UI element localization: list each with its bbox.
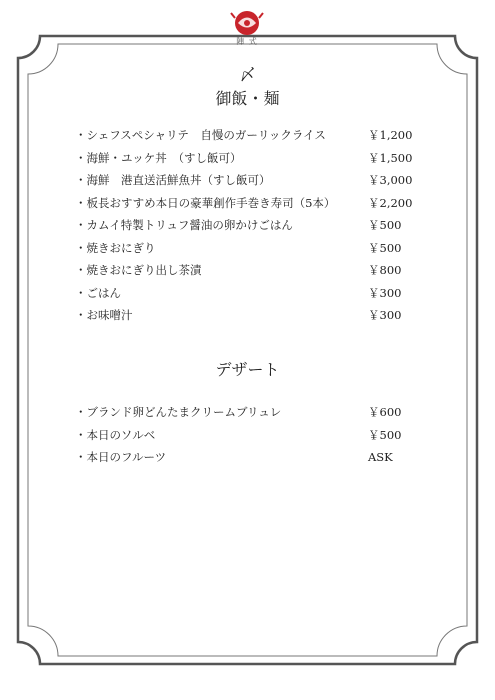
item-price: ￥300 bbox=[368, 308, 402, 322]
list-item bbox=[75, 282, 420, 305]
item-price: ￥1,200 bbox=[368, 128, 413, 142]
item-name: ・板長おすすめ本日の豪華創作手巻き寿司（5本） bbox=[75, 195, 336, 210]
item-name: ・海鮮・ユッケ丼 （すし飯可） bbox=[75, 150, 242, 165]
list-item bbox=[75, 147, 420, 170]
menu-subtitle: 〆 bbox=[239, 65, 256, 84]
dessert-title: デザート bbox=[215, 360, 280, 379]
item-price: ￥2,200 bbox=[368, 195, 413, 210]
list-item bbox=[75, 124, 420, 147]
item-price: ￥500 bbox=[368, 218, 402, 232]
dessert-list bbox=[75, 401, 420, 469]
list-item bbox=[75, 446, 420, 469]
item-price: ￥800 bbox=[368, 263, 402, 277]
item-price: ￥1,500 bbox=[368, 150, 413, 165]
item-price: ￥3,000 bbox=[368, 173, 413, 187]
item-price: ￥300 bbox=[368, 285, 402, 300]
item-price: ￥600 bbox=[368, 405, 402, 419]
item-name: ・ごはん bbox=[75, 285, 121, 300]
item-name: ・本日のフルーツ bbox=[75, 450, 167, 464]
item-name: ・お味噌汁 bbox=[75, 308, 133, 322]
item-name: ・ブランド卵どんたまクリームブリュレ bbox=[75, 405, 282, 419]
list-item bbox=[75, 259, 420, 282]
item-name: ・海鮮 港直送活鮮魚丼（すし飯可） bbox=[75, 173, 271, 187]
list-item bbox=[75, 401, 420, 424]
list-item bbox=[75, 304, 420, 327]
item-name: ・カムイ特製トリュフ醤油の卵かけごはん bbox=[75, 218, 293, 232]
item-name: ・本日のソルベ bbox=[75, 427, 156, 442]
item-name: ・焼きおにぎり bbox=[75, 240, 156, 255]
item-name: ・焼きおにぎり出し茶漬 bbox=[75, 263, 202, 277]
item-price: ￥500 bbox=[368, 240, 402, 255]
list-item bbox=[75, 214, 420, 237]
list-item bbox=[75, 424, 420, 447]
meals-list bbox=[75, 124, 420, 327]
logo-text: 陣 式 bbox=[236, 37, 258, 46]
item-price: ￥500 bbox=[368, 427, 402, 442]
list-item bbox=[75, 192, 420, 215]
item-name: ・シェフスペシャリテ 自慢のガーリックライス bbox=[75, 128, 326, 142]
item-price: ASK bbox=[368, 450, 393, 464]
list-item bbox=[75, 169, 420, 192]
menu-title: 御飯・麺 bbox=[215, 89, 280, 108]
list-item bbox=[75, 237, 420, 260]
